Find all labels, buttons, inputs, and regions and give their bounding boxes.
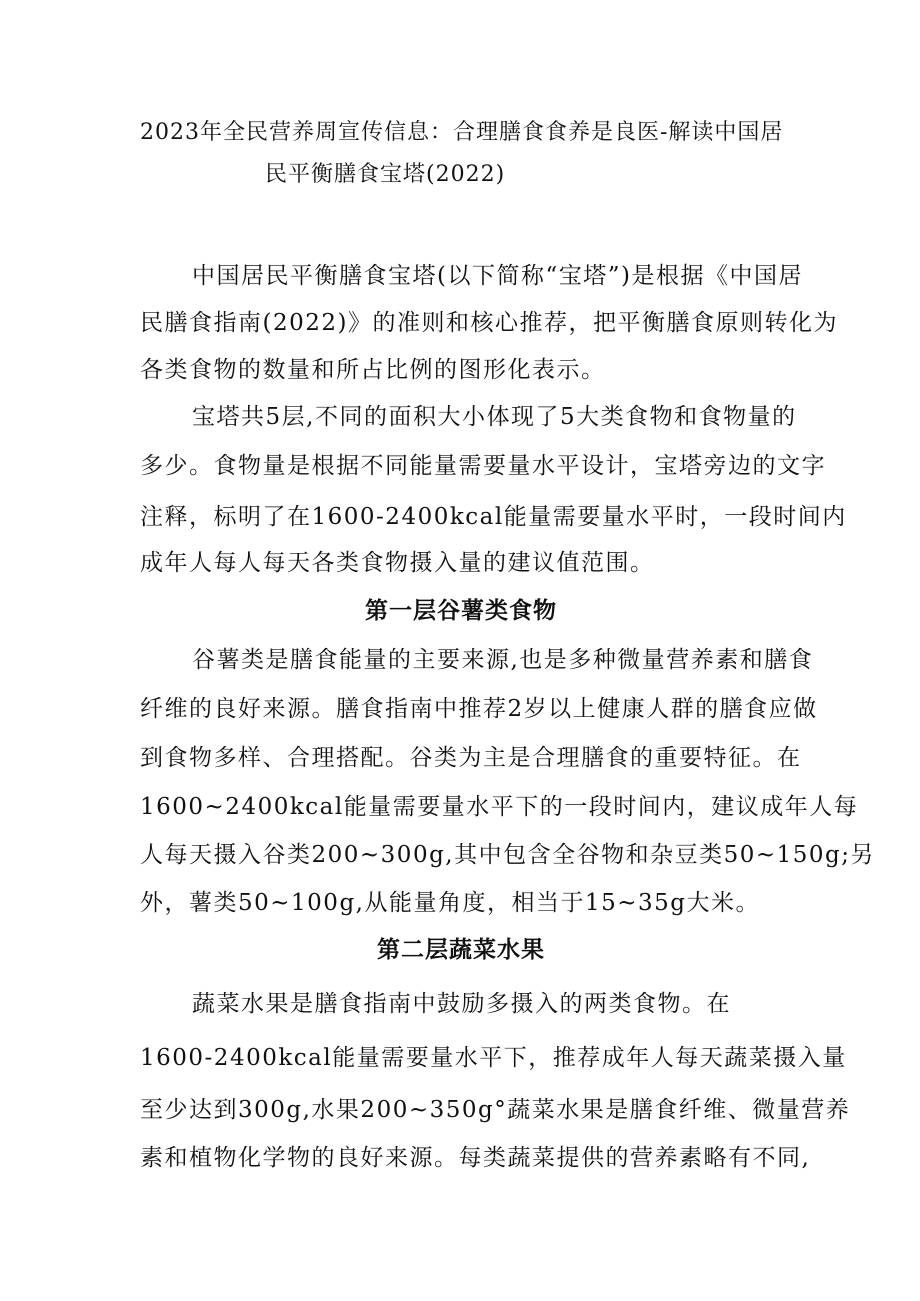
- intro-paragraph-1-line: 中国居民平衡膳食宝塔(以下简称“宝塔”)是根据《中国居: [192, 263, 803, 289]
- section-2-paragraph-line: 至少达到300g,水果200~350g°蔬菜水果是膳食纤维、微量营养: [140, 1097, 851, 1123]
- intro-paragraph-1-line: 民膳食指南(2022)》的准则和核心推荐，把平衡膳食原则转化为: [140, 310, 838, 336]
- section-2-paragraph-line: 素和植物化学物的良好来源。每类蔬菜提供的营养素略有不同,: [140, 1145, 811, 1171]
- section-1-heading: 第一层谷薯类食物: [365, 598, 557, 624]
- section-2-paragraph-line: 1600-2400kcal能量需要量水平下，推荐成年人每天蔬菜摄入量: [140, 1045, 847, 1071]
- section-2-paragraph-line: 蔬菜水果是膳食指南中鼓励多摄入的两类食物。在: [192, 991, 731, 1017]
- intro-paragraph-2-line: 成年人每人每天各类食物摄入量的建议值范围。: [140, 550, 655, 576]
- section-1-paragraph-line: 纤维的良好来源。膳食指南中推荐2岁以上健康人群的膳食应做: [140, 696, 818, 722]
- intro-paragraph-2-line: 注释，标明了在1600-2400kcal能量需要量水平时，一段时间内: [140, 504, 847, 530]
- section-1-paragraph-line: 到食物多样、合理搭配。谷类为主是合理膳食的重要特征。在: [140, 745, 802, 771]
- section-1-paragraph-line: 1600~2400kcal能量需要量水平下的一段时间内，建议成年人每: [140, 794, 859, 820]
- section-1-paragraph-line: 谷薯类是膳食能量的主要来源,也是多种微量营养素和膳食: [192, 647, 814, 673]
- section-1-paragraph-line: 人每天摄入谷类200~300g,其中包含全谷物和杂豆类50~150g;另: [140, 842, 876, 868]
- section-1-paragraph-line: 外，薯类50~100g,从能量角度，相当于15~35g大米。: [140, 890, 760, 916]
- section-2-heading: 第二层蔬菜水果: [377, 937, 545, 963]
- intro-paragraph-2-line: 多少。食物量是根据不同能量需要量水平设计，宝塔旁边的文字: [140, 453, 826, 479]
- document-title-line-1: 2023年全民营养周宣传信息：合理膳食食养是良医-解读中国居: [140, 120, 784, 145]
- intro-paragraph-1-line: 各类食物的数量和所占比例的图形化表示。: [140, 357, 606, 383]
- intro-paragraph-2-line: 宝塔共5层,不同的面积大小体现了5大类食物和食物量的: [192, 404, 797, 430]
- document-title-line-2: 民平衡膳食宝塔(2022): [265, 162, 506, 187]
